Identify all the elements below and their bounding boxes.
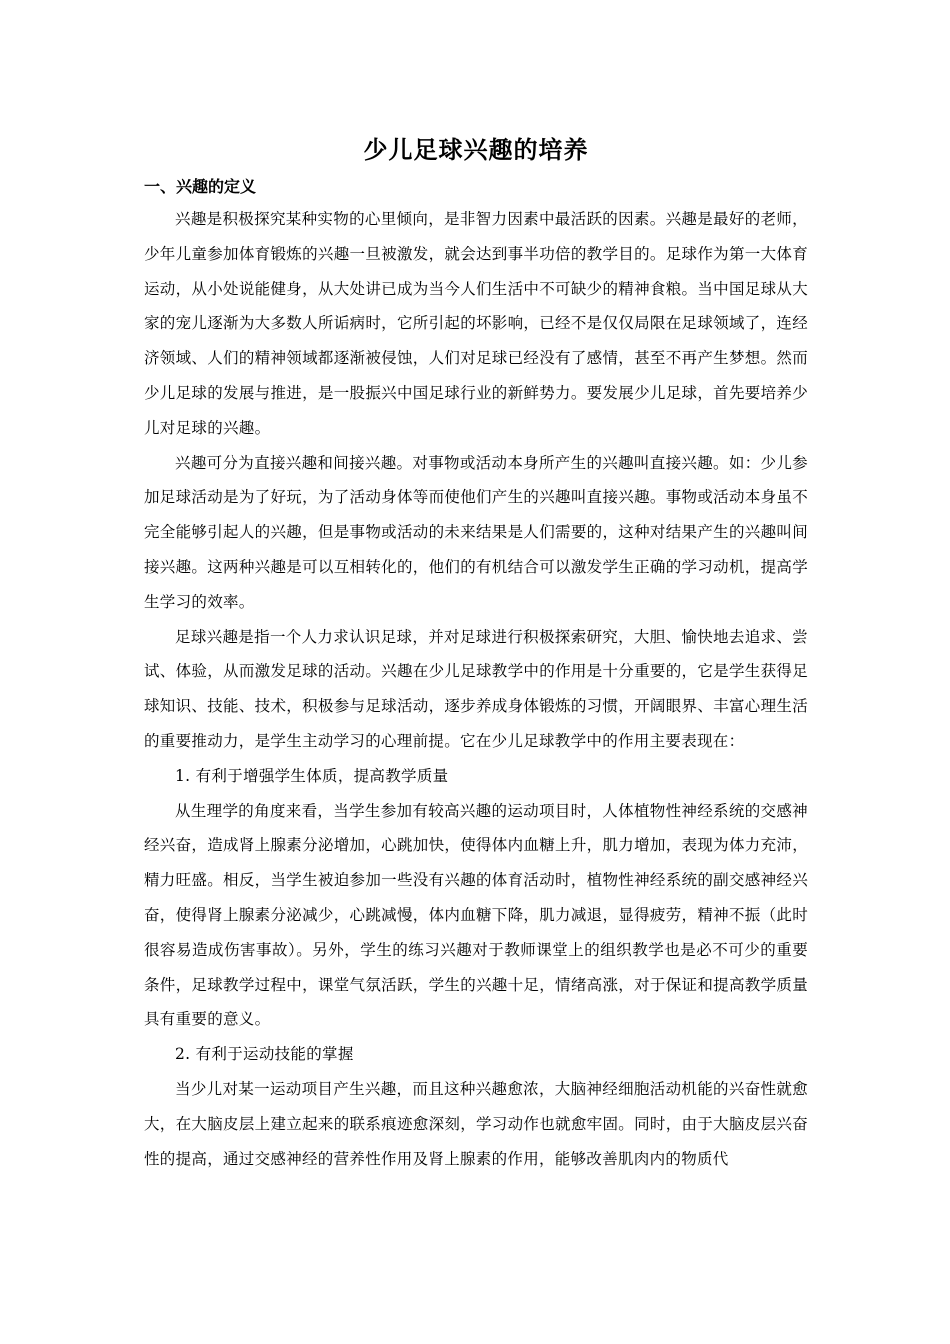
document-title: 少儿足球兴趣的培养 (363, 135, 589, 164)
paragraph-definition-3: 足球兴趣是指一个人力求认识足球，并对足球进行积极探索研究，大胆、愉快地去追求、尝试、体验，从而激发足球的活动。兴趣在少儿足球教学中的作用是十分重要的，它是学生获得足球知识、技能、技术，积极参与足球活动，逐步养成身体锻炼的习惯，开阔眼界、丰富心理生活的重要推动力，是学生主动学习的心理前提。它在少儿足球教学中的作用主要表现在： (144, 627, 808, 750)
paragraph-definition-1: 兴趣是积极探究某种实物的心里倾向，是非智力因素中最活跃的因素。兴趣是最好的老师，少年儿童参加体育锻炼的兴趣一旦被激发，就会达到事半功倍的教学目的。足球作为第一大体育运动，从小处说能健身，从大处讲已成为当今人们生活中不可缺少的精神食粮。当中国足球从大家的宠儿逐渐为大多数人所诟病时，它所引起的坏影响，已经不是仅仅局限在足球领域了，连经济领域、人们的精神领域都逐渐被侵蚀，人们对足球已经没有了感情，甚至不再产生梦想。然而少儿足球的发展与推进，是一股振兴中国足球行业的新鲜势力。要发展少儿足球，首先要培养少儿对足球的兴趣。 (144, 210, 808, 437)
paragraph-skills: 当少儿对某一运动项目产生兴趣，而且这种兴趣愈浓，大脑神经细胞活动机能的兴奋性就愈大，在大脑皮层上建立起来的联系痕迹愈深刻，学习动作也就愈牢固。同时，由于大脑皮层兴奋性的提高，通过交感神经的营养性作用及肾上腺素的作用，能够改善肌肉内的物质代 (144, 1079, 808, 1168)
point-heading-skills: 2. 有利于运动技能的掌握 (175, 1045, 354, 1064)
paragraph-physique: 从生理学的角度来看，当学生参加有较高兴趣的运动项目时，人体植物性神经系统的交感神经兴奋，造成肾上腺素分泌增加，心跳加快，使得体内血糖上升，肌力增加，表现为体力充沛，精力旺盛。相反，当学生被迫参加一些没有兴趣的体育活动时，植物性神经系统的副交感神经兴奋，使得肾上腺素分泌减少，心跳减慢，体内血糖下降，肌力减退，显得疲劳，精神不振（此时很容易造成伤害事故）。另外，学生的练习兴趣对于教师课堂上的组织教学也是必不可少的重要条件，足球教学过程中，课堂气氛活跃，学生的兴趣十足，情绪高涨，对于保证和提高教学质量具有重要的意义。 (144, 801, 808, 1029)
section-heading-definition: 一、兴趣的定义 (144, 177, 257, 196)
point-heading-physique: 1. 有利于增强学生体质，提高教学质量 (175, 766, 449, 785)
document-body (144, 128, 808, 1176)
paragraph-definition-2: 兴趣可分为直接兴趣和间接兴趣。对事物或活动本身所产生的兴趣叫直接兴趣。如：少儿参加足球活动是为了好玩，为了活动身体等而使他们产生的兴趣叫直接兴趣。事物或活动本身虽不完全能够引起人的兴趣，但是事物或活动的未来结果是人们需要的，这种对结果产生的兴趣叫间接兴趣。这两种兴趣是可以互相转化的，他们的有机结合可以激发学生正确的学习动机，提高学生学习的效率。 (144, 453, 808, 611)
